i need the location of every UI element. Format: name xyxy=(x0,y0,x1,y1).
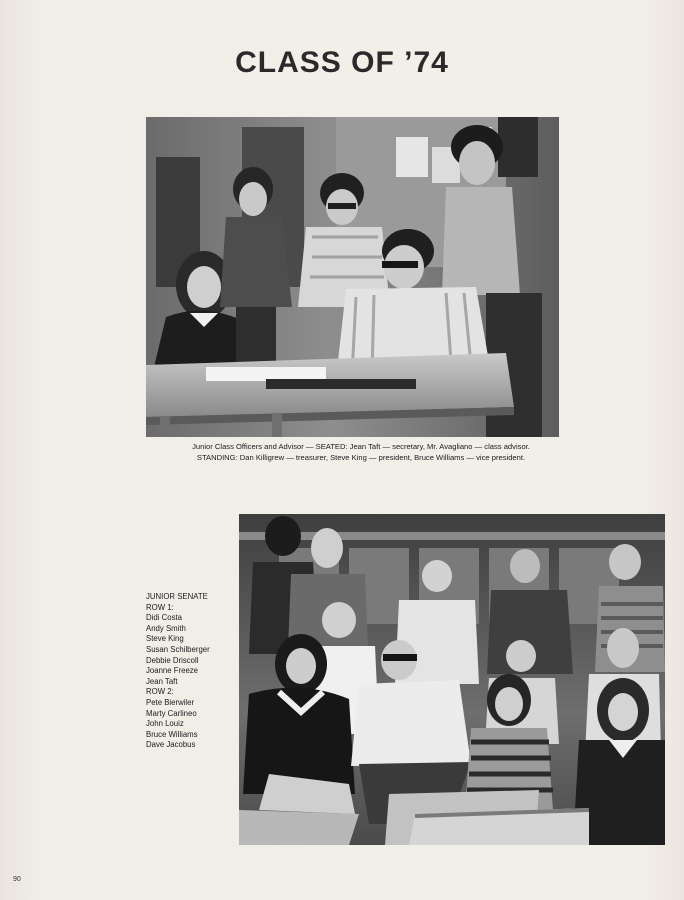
row1-label: ROW 1: xyxy=(146,602,174,612)
roster-name: Marty Carlineo xyxy=(146,708,197,718)
senate-roster xyxy=(146,592,236,751)
roster-name: Didi Costa xyxy=(146,613,182,623)
caption-line-2: STANDING: Dan Killigrew — treasurer, Steve King — president, Bruce Williams — vice president. xyxy=(196,453,526,462)
roster-name: Steve King xyxy=(146,634,184,644)
roster-name: Joanne Freeze xyxy=(146,666,199,676)
officers-caption xyxy=(146,441,576,463)
senate-heading: JUNIOR SENATE xyxy=(146,592,208,601)
roster-name: Jean Taft xyxy=(146,676,178,686)
roster-name: Andy Smith xyxy=(146,623,186,633)
caption-line-1: Junior Class Officers and Advisor — SEATED: Jean Taft — secretary, Mr. Avagliano — class advisor. xyxy=(192,442,530,451)
page-title: CLASS OF ’74 xyxy=(235,46,449,79)
roster-name: Debbie Driscoll xyxy=(146,655,199,665)
roster-name: Dave Jacobus xyxy=(146,740,196,750)
roster-name: Pete Bierwiler xyxy=(146,697,195,707)
senate-photo xyxy=(239,514,665,845)
roster-name: John Louiz xyxy=(146,719,184,729)
roster-name: Bruce Williams xyxy=(146,729,198,739)
row2-label: ROW 2: xyxy=(146,687,174,697)
page-number: 90 xyxy=(13,876,21,883)
officers-photo xyxy=(146,117,559,437)
roster-name: Susan Schilberger xyxy=(146,644,210,654)
